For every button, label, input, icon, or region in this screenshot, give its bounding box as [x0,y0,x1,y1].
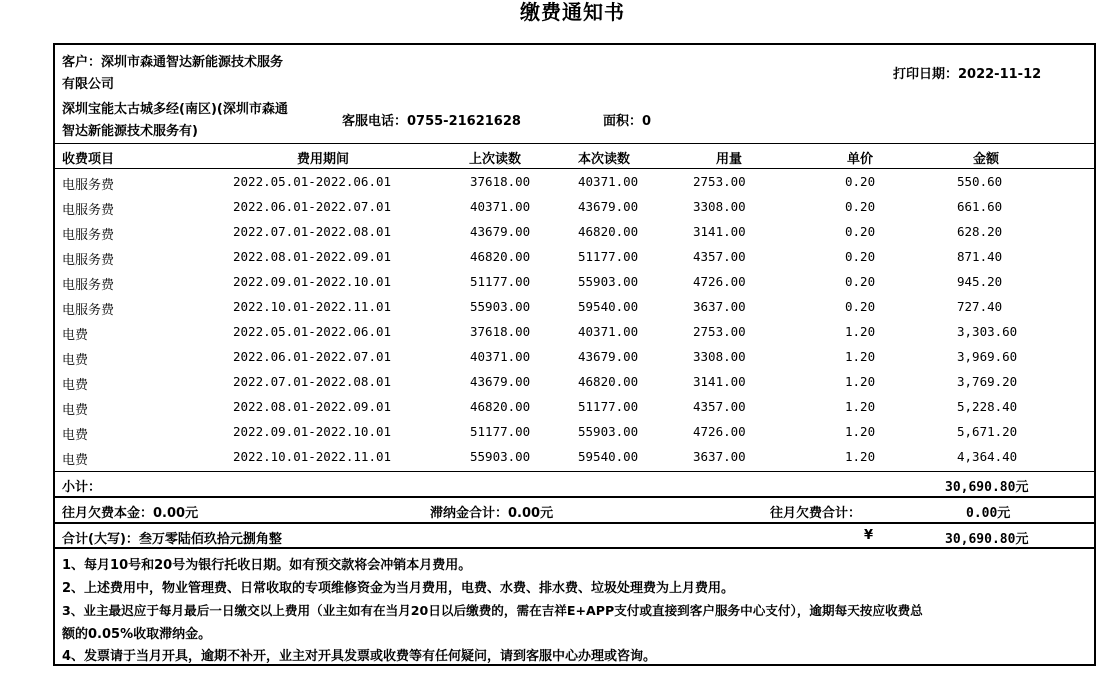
row-amount: 3,969.60 [957,349,1018,364]
row-usage: 4726.00 [693,274,746,289]
col-header-period: 费用期间 [297,152,350,167]
row-prev-reading: 51177.00 [470,424,531,439]
row-curr-reading: 43679.00 [578,349,639,364]
row-prev-reading: 37618.00 [470,324,531,339]
row-usage: 3308.00 [693,349,746,364]
row-unit-price: 1.20 [845,424,876,439]
note-2: 2、上述费用中，物业管理费、日常收取的专项维修资金为当月费用，电费、水费、排水费、垃圾处理费为上月费用。 [62,581,735,596]
row-period: 2022.06.01-2022.07.01 [233,349,392,364]
row-usage: 4357.00 [693,399,746,414]
row-curr-reading: 51177.00 [578,399,639,414]
row-usage: 2753.00 [693,324,746,339]
row-usage: 3637.00 [693,449,746,464]
arrears-total-label: 往月欠费合计： [770,506,862,521]
row-usage: 3308.00 [693,199,746,214]
header-divider [55,143,1095,144]
note-3-line-2: 额的0.05%收取滞纳金。 [62,627,212,642]
subtotal-value: 30,690.80元 [945,480,1029,495]
row-amount: 5,671.20 [957,424,1018,439]
row-curr-reading: 55903.00 [578,274,639,289]
row-period: 2022.07.01-2022.08.01 [233,224,392,239]
area: 面积：0 [603,114,652,129]
row-prev-reading: 46820.00 [470,399,531,414]
arrears-principal: 往月欠费本金：0.00元 [62,506,199,521]
column-header-divider [55,168,1095,169]
print-date: 打印日期：2022-11-12 [893,67,1042,82]
arrears-total-value: 0.00元 [966,506,1011,521]
row-item: 电服务费 [62,253,115,268]
total-value: 30,690.80元 [945,532,1029,547]
row-period: 2022.09.01-2022.10.01 [233,274,392,289]
row-amount: 5,228.40 [957,399,1018,414]
row-unit-price: 1.20 [845,349,876,364]
row-prev-reading: 51177.00 [470,274,531,289]
row-item: 电费 [62,353,89,368]
row-unit-price: 1.20 [845,324,876,339]
subtotal-label: 小计： [62,480,102,495]
row-period: 2022.05.01-2022.06.01 [233,174,392,189]
col-header-curr-reading: 本次读数 [578,152,631,167]
row-item: 电服务费 [62,203,115,218]
row-period: 2022.10.01-2022.11.01 [233,299,392,314]
note-3-line-1: 3、业主最迟应于每月最后一日缴交以上费用（业主如有在当月20日以后缴费的，需在吉祥E+APP支付或直接到客户服务中心支付），逾期每天按应收费总 [62,603,923,618]
total-in-words: 合计(大写)：叁万零陆佰玖拾元捌角整 [62,532,282,547]
row-usage: 3141.00 [693,224,746,239]
row-amount: 550.60 [957,174,1003,189]
row-item: 电费 [62,378,89,393]
col-header-unit-price: 单价 [847,152,874,167]
row-item: 电费 [62,403,89,418]
row-amount: 628.20 [957,224,1003,239]
row-prev-reading: 55903.00 [470,299,531,314]
row-curr-reading: 46820.00 [578,224,639,239]
total-divider [55,547,1095,549]
row-period: 2022.05.01-2022.06.01 [233,324,392,339]
row-unit-price: 0.20 [845,199,876,214]
customer-line-1: 客户：深圳市森通智达新能源技术服务 [62,55,284,70]
row-unit-price: 0.20 [845,299,876,314]
row-curr-reading: 43679.00 [578,199,639,214]
row-unit-price: 0.20 [845,249,876,264]
row-amount: 727.40 [957,299,1003,314]
late-fee-total: 滞纳金合计：0.00元 [430,506,554,521]
row-period: 2022.08.01-2022.09.01 [233,399,392,414]
subtotal-divider [55,496,1095,498]
row-curr-reading: 51177.00 [578,249,639,264]
row-item: 电服务费 [62,278,115,293]
col-header-prev-reading: 上次读数 [469,152,522,167]
row-prev-reading: 40371.00 [470,349,531,364]
row-prev-reading: 55903.00 [470,449,531,464]
note-4: 4、发票请于当月开具，逾期不补开，业主对开具发票或收费等有任何疑问，请到客服中心办理或咨询。 [62,649,657,664]
rows-divider [55,471,1095,472]
row-period: 2022.06.01-2022.07.01 [233,199,392,214]
row-item: 电服务费 [62,228,115,243]
row-curr-reading: 59540.00 [578,449,639,464]
row-usage: 2753.00 [693,174,746,189]
service-phone: 客服电话：0755-21621628 [342,114,521,129]
row-prev-reading: 37618.00 [470,174,531,189]
row-item: 电费 [62,328,89,343]
row-usage: 3141.00 [693,374,746,389]
row-period: 2022.10.01-2022.11.01 [233,449,392,464]
row-item: 电费 [62,428,89,443]
row-period: 2022.09.01-2022.10.01 [233,424,392,439]
document-title: 缴费通知书 [520,0,625,24]
address-line-2: 智达新能源技术服务有) [62,124,198,139]
row-usage: 4726.00 [693,424,746,439]
row-unit-price: 0.20 [845,174,876,189]
row-unit-price: 0.20 [845,274,876,289]
row-item: 电服务费 [62,178,115,193]
row-prev-reading: 46820.00 [470,249,531,264]
row-curr-reading: 46820.00 [578,374,639,389]
row-curr-reading: 40371.00 [578,174,639,189]
row-amount: 661.60 [957,199,1003,214]
row-curr-reading: 40371.00 [578,324,639,339]
row-item: 电服务费 [62,303,115,318]
row-prev-reading: 43679.00 [470,224,531,239]
row-period: 2022.07.01-2022.08.01 [233,374,392,389]
col-header-item: 收费项目 [62,152,115,167]
row-amount: 3,303.60 [957,324,1018,339]
row-period: 2022.08.01-2022.09.01 [233,249,392,264]
note-1: 1、每月10号和20号为银行托收日期。如有预交款将会冲销本月费用。 [62,558,472,573]
row-amount: 4,364.40 [957,449,1018,464]
row-amount: 945.20 [957,274,1003,289]
col-header-usage: 用量 [716,152,743,167]
row-item: 电费 [62,453,89,468]
row-usage: 3637.00 [693,299,746,314]
row-usage: 4357.00 [693,249,746,264]
address-line-1: 深圳宝能太古城多经(南区)(深圳市森通 [62,102,288,117]
row-unit-price: 1.20 [845,399,876,414]
row-unit-price: 1.20 [845,374,876,389]
row-curr-reading: 59540.00 [578,299,639,314]
col-header-amount: 金额 [973,152,1000,167]
row-amount: 3,769.20 [957,374,1018,389]
arrears-divider [55,522,1095,524]
row-prev-reading: 43679.00 [470,374,531,389]
row-prev-reading: 40371.00 [470,199,531,214]
row-curr-reading: 55903.00 [578,424,639,439]
row-amount: 871.40 [957,249,1003,264]
currency-symbol: ¥ [864,528,874,543]
customer-line-2: 有限公司 [62,77,115,92]
row-unit-price: 1.20 [845,449,876,464]
row-unit-price: 0.20 [845,224,876,239]
